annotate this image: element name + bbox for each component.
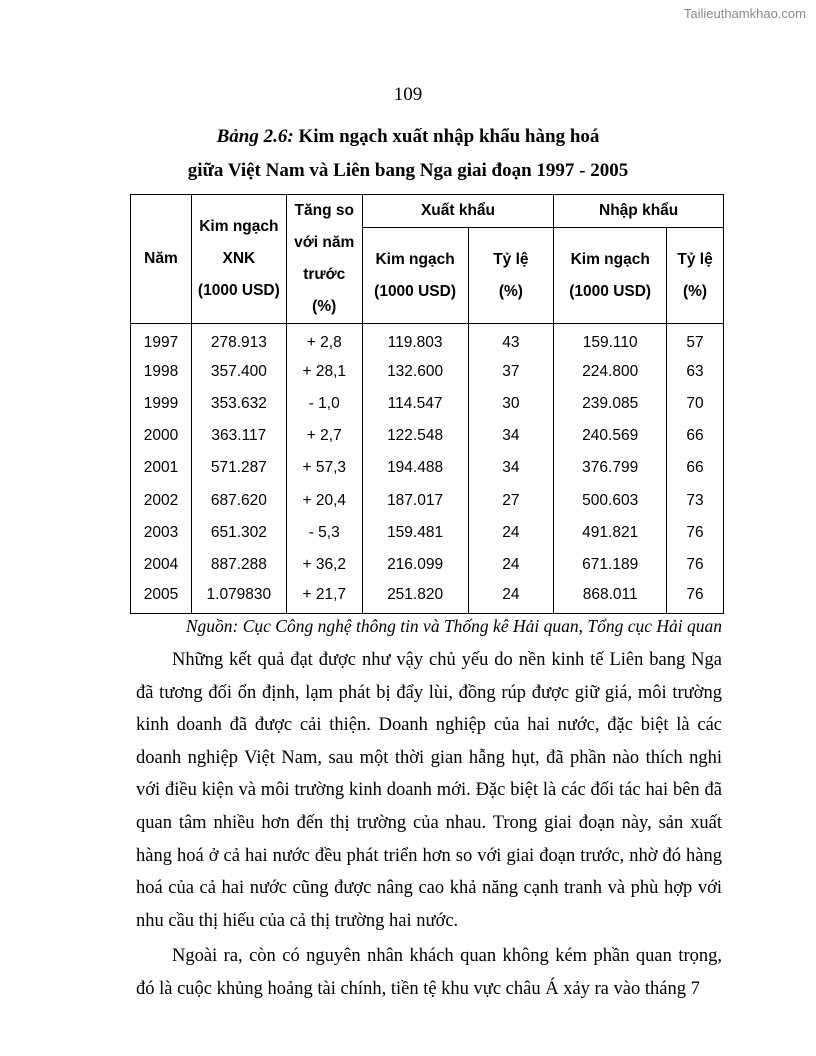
cell-import-value: 376.799 — [554, 452, 667, 484]
cell-xnk: 651.302 — [191, 517, 286, 549]
cell-import-share: 66 — [667, 452, 724, 484]
header-export-share-line: (%) — [498, 282, 523, 300]
header-import-share — [667, 228, 724, 324]
cell-xnk: 571.287 — [191, 452, 286, 484]
cell-import-value: 239.085 — [554, 388, 667, 420]
header-import-value-line: (1000 USD) — [569, 282, 652, 300]
cell-export-value: 251.820 — [362, 581, 468, 613]
cell-change: + 20,4 — [286, 484, 362, 516]
cell-import-share: 76 — [667, 549, 724, 581]
cell-import-share: 76 — [667, 517, 724, 549]
header-year: Năm — [131, 195, 192, 324]
header-change — [286, 195, 362, 324]
cell-export-share: 24 — [468, 549, 554, 581]
header-change-line: Tăng so — [294, 202, 354, 219]
cell-change: + 57,3 — [286, 452, 362, 484]
header-import-value — [554, 228, 667, 324]
cell-year: 1999 — [131, 388, 192, 420]
cell-export-value: 194.488 — [362, 452, 468, 484]
cell-change: - 5,3 — [286, 517, 362, 549]
header-export-value — [362, 228, 468, 324]
cell-year: 2001 — [131, 452, 192, 484]
cell-xnk: 1.079830 — [191, 581, 286, 613]
cell-export-share: 37 — [468, 356, 554, 388]
cell-export-share: 43 — [468, 324, 554, 356]
cell-export-value: 122.548 — [362, 420, 468, 452]
cell-export-share: 24 — [468, 517, 554, 549]
cell-export-share: 27 — [468, 484, 554, 516]
cell-year: 1998 — [131, 356, 192, 388]
cell-import-value: 159.110 — [554, 324, 667, 356]
cell-xnk: 887.288 — [191, 549, 286, 581]
paragraph: Những kết quả đạt được như vậy chủ yếu do nền kinh tế Liên bang Nga đã tương đối ổn định, lạm phát bị đẩy lùi, đồng rúp được giữ giá, môi trường kinh doanh đã được cải thiện. Doanh nghiệp của hai nước, đặc biệt là các doanh nghiệp Việt Nam, sau một thời gian hẫng hụt, đã phần nào thích nghi với điều kiện và môi trường kinh doanh mới. Đặc biệt là các đối tác hai bên đã quan tâm nhiều hơn đến thị trường của nhau. Trong giai đoạn này, sản xuất hàng hoá ở cả hai nước đều phát triển hơn so với giai đoạn trước, nhờ đó hàng hoá của cả hai nước cũng được nâng cao khả năng cạnh tranh và phù hợp với nhu cầu thị hiếu của cả thị trường hai nước. — [136, 650, 722, 931]
table-caption-line-2: giữa Việt Nam và Liên bang Nga giai đoạn 1997 - 2005 — [187, 160, 629, 181]
table-row — [131, 517, 724, 549]
cell-change: + 2,8 — [286, 324, 362, 356]
cell-change: + 36,2 — [286, 549, 362, 581]
table-source-note: Nguồn: Cục Công nghệ thông tin và Thống kê Hải quan, Tổng cục Hải quan — [185, 616, 722, 636]
header-import-value-line: Kim ngạch — [570, 250, 650, 268]
header-change-line: trước — [303, 266, 346, 283]
cell-import-value: 240.569 — [554, 420, 667, 452]
cell-import-share: 66 — [667, 420, 724, 452]
cell-import-share: 57 — [667, 324, 724, 356]
cell-import-share: 76 — [667, 581, 724, 613]
cell-import-value: 671.189 — [554, 549, 667, 581]
cell-year: 2003 — [131, 517, 192, 549]
cell-year: 2000 — [131, 420, 192, 452]
table-row — [131, 420, 724, 452]
cell-year: 2004 — [131, 549, 192, 581]
table-caption-title: Kim ngạch xuất nhập khẩu hàng hoá — [298, 126, 600, 147]
cell-import-value: 868.011 — [554, 581, 667, 613]
table-row — [131, 549, 724, 581]
header-change-line: với năm — [294, 234, 355, 251]
header-import-group: Nhập khẩu — [554, 195, 724, 228]
table-row — [131, 356, 724, 388]
watermark: Tailieuthamkhao.com — [683, 6, 806, 21]
cell-export-value: 216.099 — [362, 549, 468, 581]
cell-import-share: 63 — [667, 356, 724, 388]
cell-xnk: 687.620 — [191, 484, 286, 516]
header-xnk-line: XNK — [222, 250, 256, 267]
cell-export-share: 34 — [468, 420, 554, 452]
table-row — [131, 324, 724, 356]
cell-export-value: 114.547 — [362, 388, 468, 420]
cell-change: - 1,0 — [286, 388, 362, 420]
header-export-value-line: (1000 USD) — [374, 282, 456, 300]
cell-xnk: 278.913 — [191, 324, 286, 356]
cell-import-value: 224.800 — [554, 356, 667, 388]
header-change-line: (%) — [312, 298, 337, 315]
header-export-share-line: Tỷ lệ — [493, 250, 529, 268]
cell-change: + 28,1 — [286, 356, 362, 388]
cell-import-value: 500.603 — [554, 484, 667, 516]
cell-import-value: 491.821 — [554, 517, 667, 549]
cell-xnk: 353.632 — [191, 388, 286, 420]
header-export-group: Xuất khẩu — [362, 195, 554, 228]
cell-export-share: 30 — [468, 388, 554, 420]
cell-export-value: 119.803 — [362, 324, 468, 356]
header-xnk — [191, 195, 286, 324]
header-export-share — [468, 228, 554, 324]
cell-change: + 2,7 — [286, 420, 362, 452]
cell-year: 1997 — [131, 324, 192, 356]
cell-export-value: 132.600 — [362, 356, 468, 388]
cell-year: 2005 — [131, 581, 192, 613]
header-xnk-line: (1000 USD) — [197, 282, 280, 299]
table-caption-line-1 — [0, 126, 816, 148]
table-row — [131, 484, 724, 516]
table-caption-label: Bảng 2.6: — [216, 126, 294, 147]
header-import-share-line: Tỷ lệ — [677, 250, 713, 268]
body-text — [136, 644, 722, 1009]
cell-export-value: 159.481 — [362, 517, 468, 549]
table-row — [131, 581, 724, 613]
cell-change: + 21,7 — [286, 581, 362, 613]
table-row — [131, 452, 724, 484]
cell-xnk: 357.400 — [191, 356, 286, 388]
cell-import-share: 70 — [667, 388, 724, 420]
trade-table — [130, 194, 724, 614]
cell-export-value: 187.017 — [362, 484, 468, 516]
table-row — [131, 388, 724, 420]
cell-xnk: 363.117 — [191, 420, 286, 452]
header-import-share-line: (%) — [682, 282, 708, 300]
header-xnk-line: Kim ngạch — [199, 218, 279, 235]
cell-export-share: 34 — [468, 452, 554, 484]
cell-export-share: 24 — [468, 581, 554, 613]
header-export-value-line: Kim ngạch — [375, 250, 455, 268]
cell-year: 2002 — [131, 484, 192, 516]
page-number: 109 — [393, 84, 423, 105]
paragraph: Ngoài ra, còn có nguyên nhân khách quan không kém phần quan trọng, đó là cuộc khủng hoảng tài chính, tiền tệ khu vực châu Á xảy ra vào tháng 7 — [136, 946, 722, 999]
cell-import-share: 73 — [667, 484, 724, 516]
